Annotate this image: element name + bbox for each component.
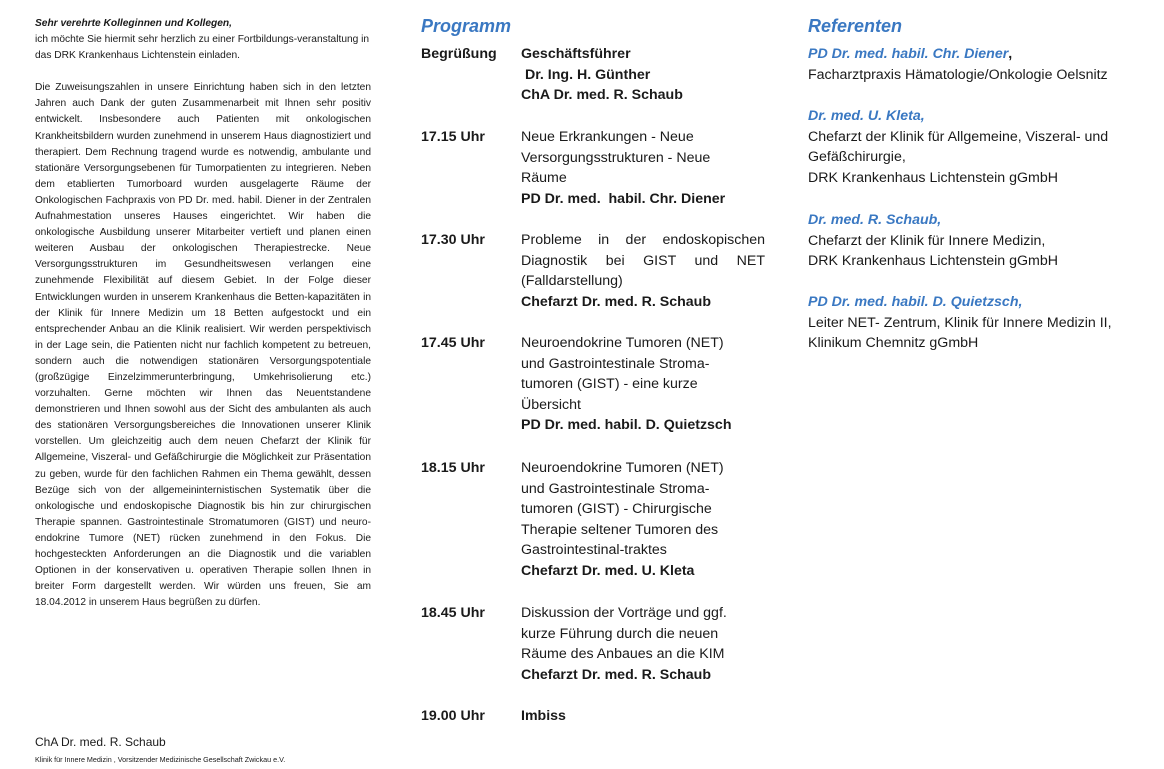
speaker-name-text: Dr. med. R. Schaub, bbox=[808, 212, 942, 228]
speaker-name-text: Dr. med. U. Kleta, bbox=[808, 108, 925, 124]
invitation-letter bbox=[35, 0, 371, 769]
speaker-detail: Facharztpraxis Hämatologie/Onkologie Oelsnitz bbox=[808, 66, 1108, 83]
letter-greeting: Sehr verehrte Kolleginnen und Kollegen, bbox=[35, 18, 232, 29]
program-speaker: Chefarzt Dr. med. R. Schaub bbox=[521, 666, 711, 683]
program-speaker: Imbiss bbox=[521, 708, 566, 724]
speakers-section bbox=[808, 0, 1153, 769]
program-content bbox=[521, 127, 765, 209]
speaker-name-suffix: , bbox=[1008, 46, 1013, 62]
speaker-detail: Chefarzt der Klinik für Innere Medizin, bbox=[808, 232, 1046, 249]
speaker-entry bbox=[808, 292, 1153, 354]
program-topic-line: Übersicht bbox=[521, 396, 581, 413]
program-speaker: Dr. Ing. H. Günther bbox=[521, 66, 651, 83]
program-heading: Programm bbox=[421, 16, 512, 36]
program-content bbox=[521, 706, 765, 727]
program-topic-line: Gastrointestinal-traktes bbox=[521, 542, 667, 559]
speaker-name bbox=[808, 292, 1153, 313]
program-speaker: PD Dr. med. habil. Chr. Diener bbox=[521, 190, 726, 207]
speaker-name-text: PD Dr. med. habil. D. Quietzsch, bbox=[808, 294, 1023, 310]
program-content bbox=[521, 603, 765, 685]
letter-signature: ChA Dr. med. R. Schaub bbox=[35, 735, 166, 749]
program-row bbox=[421, 44, 771, 106]
program-speaker: Chefarzt Dr. med. U. Kleta bbox=[521, 562, 695, 579]
program-time: 17.45 Uhr bbox=[421, 335, 485, 351]
program-speaker: Geschäftsführer bbox=[521, 46, 631, 62]
program-content bbox=[521, 333, 765, 436]
program-row bbox=[421, 458, 771, 582]
program-topic-line: Probleme in der endoskopischen bbox=[521, 232, 765, 248]
program-time: 19.00 Uhr bbox=[421, 708, 485, 724]
program-topic-line: tumoren (GIST) - eine kurze bbox=[521, 376, 698, 393]
program-row bbox=[421, 706, 771, 727]
program-content bbox=[521, 44, 765, 106]
speaker-name bbox=[808, 210, 1153, 231]
speaker-detail: Klinikum Chemnitz gGmbH bbox=[808, 335, 979, 352]
letter-intro: ich möchte Sie hiermit sehr herzlich zu einer Fortbildungs-veranstaltung in das DRK Krankenhaus Lichtenstein einladen. bbox=[35, 34, 370, 62]
speaker-entry bbox=[808, 106, 1153, 188]
program-row bbox=[421, 127, 771, 209]
program-topic-line: Neuroendokrine Tumoren (NET) bbox=[521, 460, 724, 476]
speakers-heading: Referenten bbox=[808, 16, 903, 36]
program-time: 17.15 Uhr bbox=[421, 129, 485, 145]
program-time: 18.15 Uhr bbox=[421, 460, 485, 476]
speaker-detail: Chefarzt der Klinik für Allgemeine, Viszeral- und bbox=[808, 128, 1109, 145]
program-time: 18.45 Uhr bbox=[421, 605, 485, 621]
program-time: 17.30 Uhr bbox=[421, 232, 485, 248]
speaker-entry bbox=[808, 44, 1153, 85]
program-topic-line: Räume des Anbaues an die KIM bbox=[521, 646, 725, 663]
program-topic-line: Versorgungsstrukturen - Neue bbox=[521, 149, 711, 166]
speaker-name-text: PD Dr. med. habil. Chr. Diener bbox=[808, 46, 1009, 62]
program-row bbox=[421, 230, 771, 312]
program-row bbox=[421, 603, 771, 685]
program-topic-line: Neuroendokrine Tumoren (NET) bbox=[521, 335, 724, 351]
program-speaker: PD Dr. med. habil. D. Quietzsch bbox=[521, 417, 732, 434]
program-topic-line: tumoren (GIST) - Chirurgische bbox=[521, 501, 712, 518]
program-topic-line: und Gastrointestinale Stroma- bbox=[521, 355, 710, 372]
program-content bbox=[521, 458, 765, 582]
program-row bbox=[421, 333, 771, 436]
program-topic-line: Diagnostik bei GIST und NET bbox=[521, 252, 765, 269]
program-content bbox=[521, 230, 765, 312]
speaker-detail: DRK Krankenhaus Lichtenstein gGmbH bbox=[808, 253, 1058, 270]
program-time: Begrüßung bbox=[421, 46, 497, 62]
speaker-name bbox=[808, 106, 1153, 127]
program-topic-line: kurze Führung durch die neuen bbox=[521, 625, 719, 642]
speaker-entry bbox=[808, 210, 1153, 272]
program-topic-line: Diskussion der Vorträge und ggf. bbox=[521, 605, 727, 621]
program-topic-line: Neue Erkrankungen - Neue bbox=[521, 129, 694, 145]
program-topic-line: Therapie seltener Tumoren des bbox=[521, 521, 719, 538]
program-topic-line: Räume bbox=[521, 170, 567, 187]
letter-signature-subtitle: Klinik für Innere Medizin , Vorsitzender Medizinische Gesellschaft Zwickau e.V. bbox=[35, 755, 286, 764]
program-topic-line: (Falldarstellung) bbox=[521, 273, 623, 290]
speaker-detail: DRK Krankenhaus Lichtenstein gGmbH bbox=[808, 169, 1058, 186]
program-topic-line: und Gastrointestinale Stroma- bbox=[521, 480, 710, 497]
program-speaker: ChA Dr. med. R. Schaub bbox=[521, 87, 683, 104]
speaker-detail: Leiter NET- Zentrum, Klinik für Innere Medizin II, bbox=[808, 314, 1112, 331]
speaker-name bbox=[808, 44, 1153, 65]
program-speaker: Chefarzt Dr. med. R. Schaub bbox=[521, 293, 711, 310]
program-section bbox=[421, 0, 771, 769]
speaker-detail: Gefäßchirurgie, bbox=[808, 149, 906, 166]
letter-body: Die Zuweisungszahlen in unsere Einrichtung haben sich in den letzten Jahren auch Dank der guten Zusammenarbeit mit Ihnen sehr positiv entwickelt. Insbesondere auch Patienten mit onkologischen Krankheitsbildern wurden zunehmend in unserem Haus diagnostiziert und therapiert. Dem Rechnung tragend wurde es notwendig, ambulante und stationäre Versorgungsebenen für Tumorpatienten zu integrieren. Neben dem etablierten Tumorboard wurden ausgelagerte Räume der Onkologischen Fachpraxis von PD Dr. med. habil. Diener in der Zentralen Aufnahmestation unseres Hauses eingerichtet. Wir haben die onkologische Ausbildung unserer Mitarbeiter vertieft und planen einen weiteren Ausbau der onkologischen Therapiestrecke. Neue Versorgungsstrukturen im Gesundheitswesen verlangen eine zunehmende Flexibilität auf diesem Gebiet. In der Folge dieser Entwicklungen wurden in unserem Krankenhaus die Betten-kapazitäten in der Klinik für Innere Medizin um 18 Betten aufgestockt und ein entsprechender Anbau an die Klinik realisiert. Wir werden perspektivisch in der Lage sein, die Patienten nicht nur fachlich kompetent zu betreuen, sondern auch die notwendigen stationären Versorgungspotentiale (großzügige Einzelzimmerunterbringung, Umkehrisolierung etc.) vorzuhalten. Gerne möchten wir Ihnen das Neuentstandene demonstrieren und Ihnen sowohl aus der Sicht des ambulanten als auch des stationären Versorgungsbereiches die Innovationen unserer Klinik vorstellen. Um gleichzeitig auch dem neuen Chefarzt der Klinik für Allgemeine, Viszeral- und Gefäßchirurgie die Möglichkeit zur Präsentation zu geben, wurde für den fachlichen Rahmen ein Thema gewählt, dessen Bezüge sich von der allgemeininternistischen Systematik über die onkologische und endoskopische Diagnostik bis hin zur chirurgischen Therapie spannen. Gastrointestinale Stromatumoren (GIST) und neuro-endokrine Tumore (NET) rücken zunehmend in den Fokus. Die hochgesteckten Anforderungen an die Diagnostik und die variablen Optionen in der konservativen u. operativen Therapie sollen Ihnen in breiter Form dargestellt werden. Wir würden uns freuen, Sie am 18.04.2012 in unserem Haus begrüßen zu dürfen. bbox=[35, 82, 371, 609]
